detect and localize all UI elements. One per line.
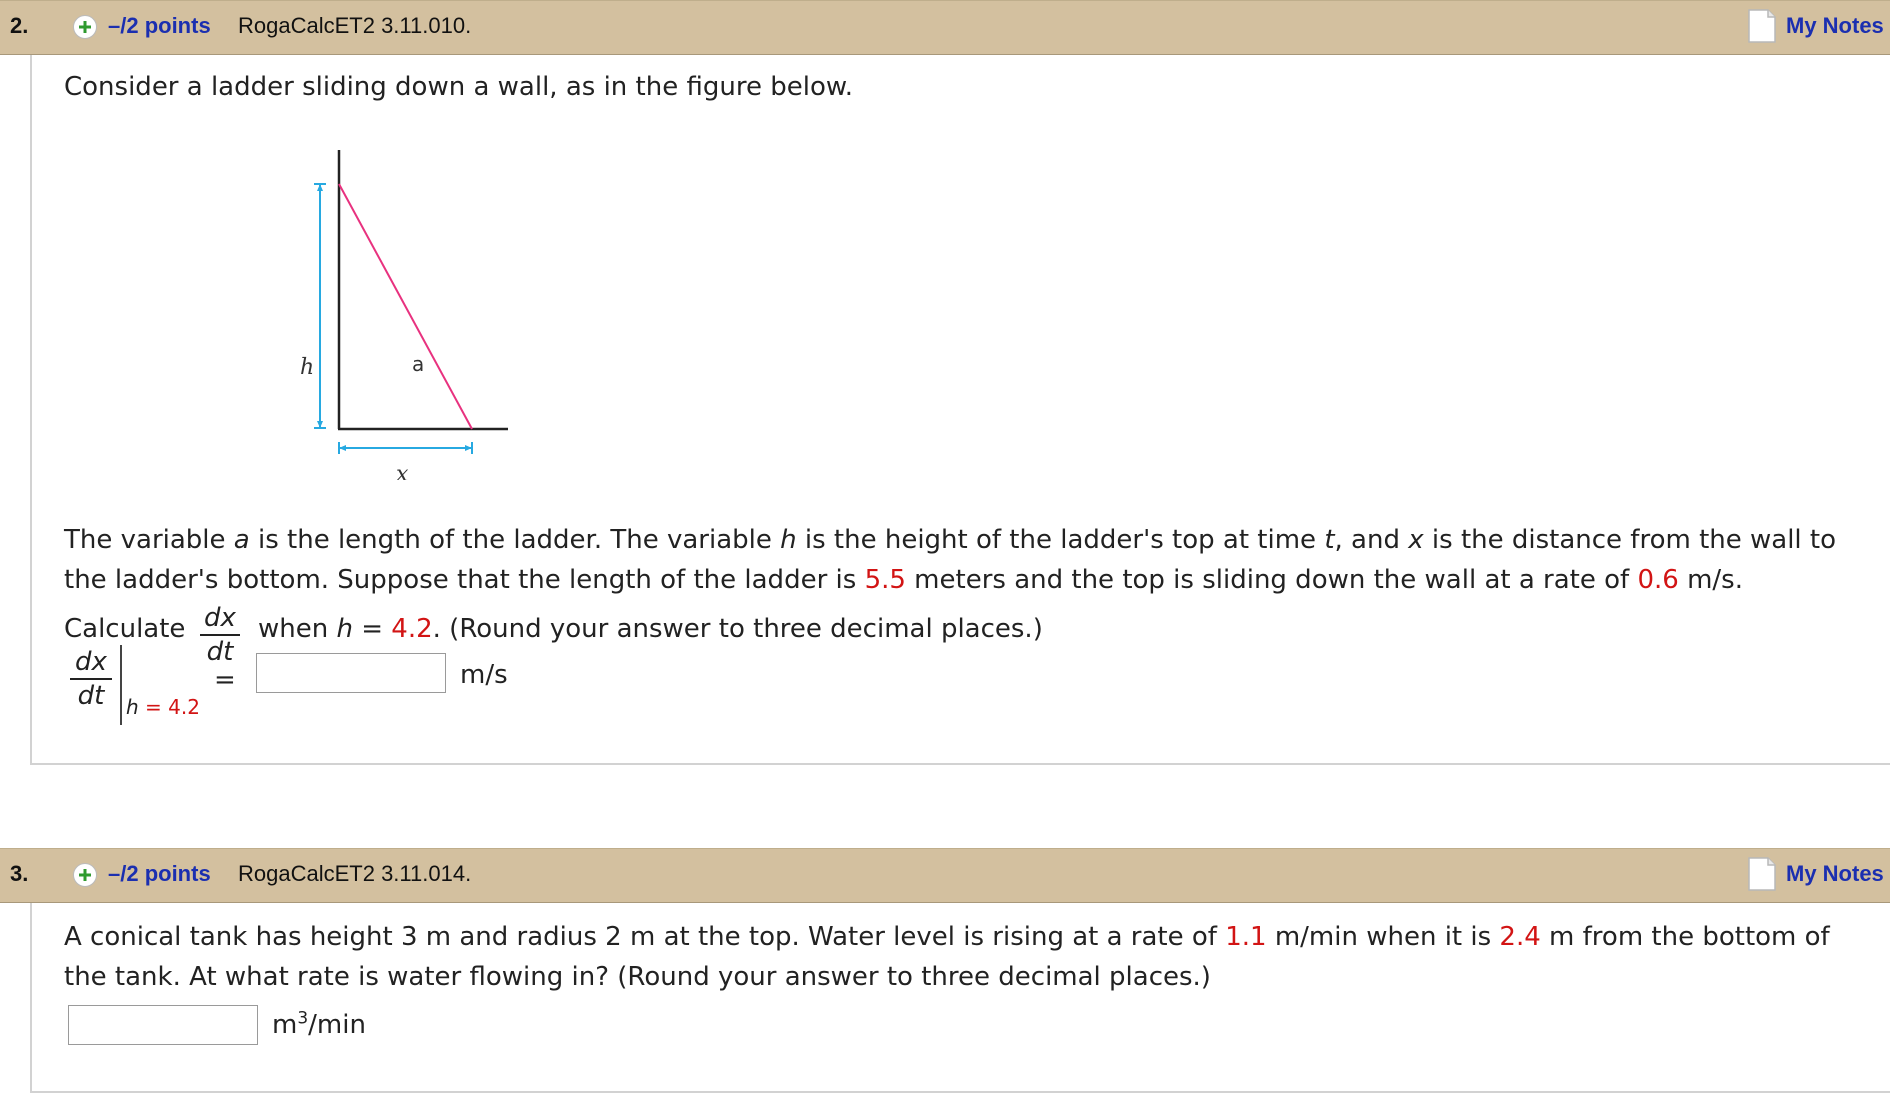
evaluation-subscript: h = 4.2 [126, 695, 200, 719]
question-2-body [30, 55, 1890, 765]
given-level: 2.4 [1499, 922, 1541, 952]
expand-plus-icon[interactable] [73, 15, 97, 39]
answer-input-q2[interactable] [256, 653, 446, 693]
given-rate: 1.1 [1225, 922, 1267, 952]
my-notes-link[interactable]: My Notes [1786, 13, 1884, 38]
points-label: –/2 points [108, 13, 211, 38]
expand-plus-icon[interactable] [73, 863, 97, 887]
given-height: 4.2 [391, 614, 433, 644]
question-number: 3. [10, 861, 29, 886]
answer-input-q3[interactable] [68, 1005, 258, 1045]
variable-description-line-2: the ladder's bottom. Suppose that the length of the ladder is 5.5 meters and the top is sliding down the wall at a rate of 0.6 m/s. [64, 565, 1743, 595]
points-label: –/2 points [108, 861, 211, 886]
notes-page-icon[interactable] [1748, 857, 1776, 891]
ladder-figure [282, 140, 542, 480]
question-3-line-1: A conical tank has height 3 m and radius 2 m at the top. Water level is rising at a rate of 1.1 m/min when it is 2.4 m from the bottom of [64, 922, 1830, 952]
evaluation-bar [120, 645, 122, 725]
given-length: 5.5 [864, 565, 906, 595]
question-intro: Consider a ladder sliding down a wall, as in the figure below. [64, 72, 853, 102]
my-notes-link[interactable]: My Notes [1786, 861, 1884, 886]
question-code: RogaCalcET2 3.11.014. [238, 861, 472, 886]
h-label: h [300, 355, 315, 380]
given-rate: 0.6 [1637, 565, 1679, 595]
answer-dx-dt-fraction: dx dt [70, 647, 112, 711]
calculate-label: Calculate [64, 614, 186, 644]
question-3-body [30, 903, 1890, 1093]
a-label: a [412, 352, 425, 376]
equals-sign: = [214, 665, 236, 695]
variable-description-line-1: The variable a is the length of the ladder. The variable h is the height of the ladder's top at time t, and x is the distance from the wall to [64, 525, 1837, 555]
question-3-line-2: the tank. At what rate is water flowing in? (Round your answer to three decimal places.) [64, 962, 1211, 992]
question-number: 2. [10, 13, 29, 38]
dx-dt-fraction: dx dt [200, 603, 240, 667]
question-2-header [0, 0, 1890, 55]
when-condition: when h = 4.2. (Round your answer to three decimal places.) [258, 614, 1043, 644]
x-label: x [396, 462, 409, 480]
ladder-line [339, 184, 472, 429]
answer-unit-q2: m/s [460, 660, 508, 690]
answer-unit-q3: $m^3/\min$ [272, 1008, 366, 1040]
question-3-header [0, 848, 1890, 903]
notes-page-icon[interactable] [1748, 9, 1776, 43]
question-code: RogaCalcET2 3.11.010. [238, 13, 472, 38]
